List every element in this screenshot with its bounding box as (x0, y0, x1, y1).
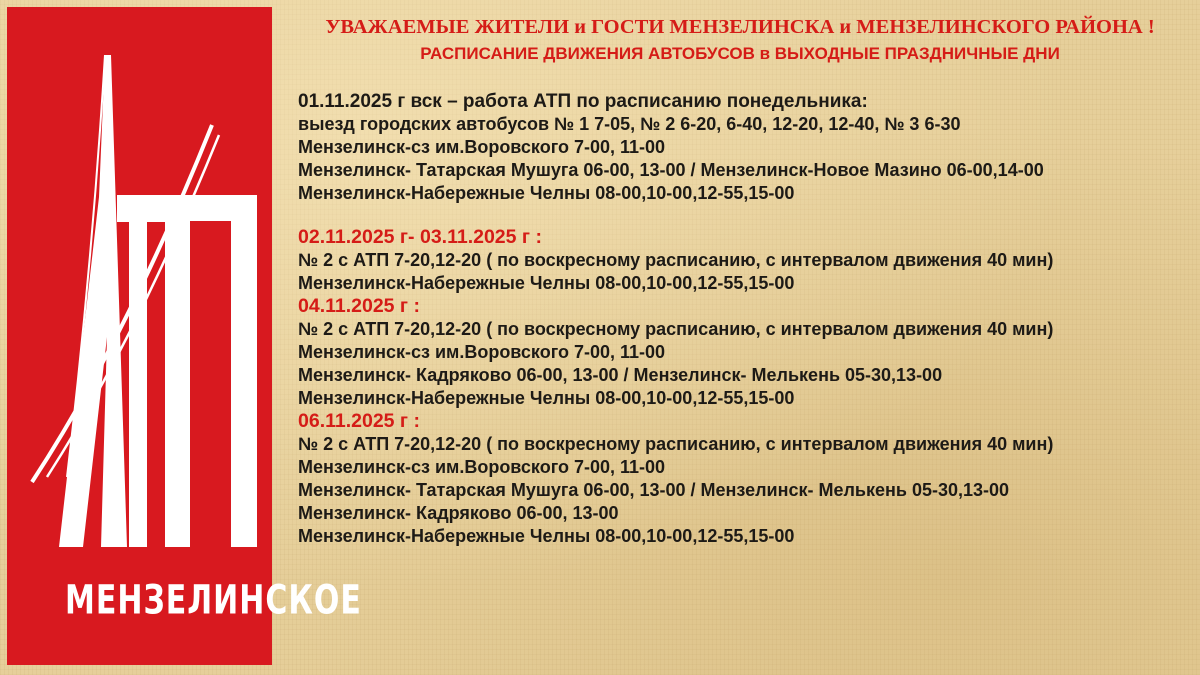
logo-letter-a (59, 55, 127, 547)
schedule-section-nov-01 (298, 90, 1188, 205)
logo-letter-p (165, 195, 257, 547)
schedule-line: Мензелинск- Кадряково 06-00, 13-00 / Мензелинск- Мелькень 05-30,13-00 (298, 365, 943, 385)
schedule-line: выезд городских автобусов № 1 7-05, № 2 6-20, 6-40, 12-20, 12-40, № 3 6-30 (298, 114, 961, 134)
schedule-section-nov-02-03 (298, 226, 1188, 295)
schedule-line: Мензелинск-Набережные Челны 08-00,10-00,12-55,15-00 (298, 273, 795, 293)
section-date: 06.11.2025 г : (298, 410, 420, 432)
schedule-line: № 2 с АТП 7-20,12-20 ( по воскресному расписанию, с интервалом движения 40 мин) (298, 319, 1054, 339)
schedule-line: № 2 с АТП 7-20,12-20 ( по воскресному расписанию, с интервалом движения 40 мин) (298, 250, 1054, 270)
page-subtitle: РАСПИСАНИЕ ДВИЖЕНИЯ АВТОБУСОВ в ВЫХОДНЫЕ ПРАЗДНИЧНЫЕ ДНИ (420, 44, 1060, 63)
schedule-line: Мензелинск- Татарская Мушуга 06-00, 13-00 / Мензелинск-Новое Мазино 06-00,14-00 (298, 160, 1044, 180)
section-title: 01.11.2025 г вск – работа АТП по расписанию понедельника: (298, 91, 868, 112)
section-date: 02.11.2025 г- 03.11.2025 г : (298, 226, 542, 248)
schedule-line: Мензелинск-Набережные Челны 08-00,10-00,12-55,15-00 (298, 183, 795, 203)
schedule-line: Мензелинск-сз им.Воровского 7-00, 11-00 (298, 457, 666, 477)
schedule-line: № 2 с АТП 7-20,12-20 ( по воскресному расписанию, с интервалом движения 40 мин) (298, 434, 1054, 454)
schedule-line: Мензелинск-сз им.Воровского 7-00, 11-00 (298, 137, 666, 157)
schedule-line: Мензелинск-Набережные Челны 08-00,10-00,12-55,15-00 (298, 388, 795, 408)
schedule-line: Мензелинск-сз им.Воровского 7-00, 11-00 (298, 342, 666, 362)
schedule-content (298, 90, 1188, 548)
schedule-section-nov-06 (298, 410, 1188, 548)
logo-caption: МЕНЗЕЛИНСКОЕ (65, 576, 362, 625)
spacer (298, 205, 1188, 226)
schedule-line: Мензелинск- Кадряково 06-00, 13-00 (298, 503, 619, 523)
page-title: УВАЖАЕМЫЕ ЖИТЕЛИ и ГОСТИ МЕНЗЕЛИНСКА и МЕНЗЕЛИНСКОГО РАЙОНА ! (325, 16, 1155, 38)
schedule-section-nov-04 (298, 295, 1188, 410)
schedule-line: Мензелинск-Набережные Челны 08-00,10-00,12-55,15-00 (298, 526, 795, 546)
schedule-line: Мензелинск- Татарская Мушуга 06-00, 13-00 / Мензелинск- Мелькень 05-30,13-00 (298, 480, 1010, 500)
section-date: 04.11.2025 г : (298, 295, 420, 317)
